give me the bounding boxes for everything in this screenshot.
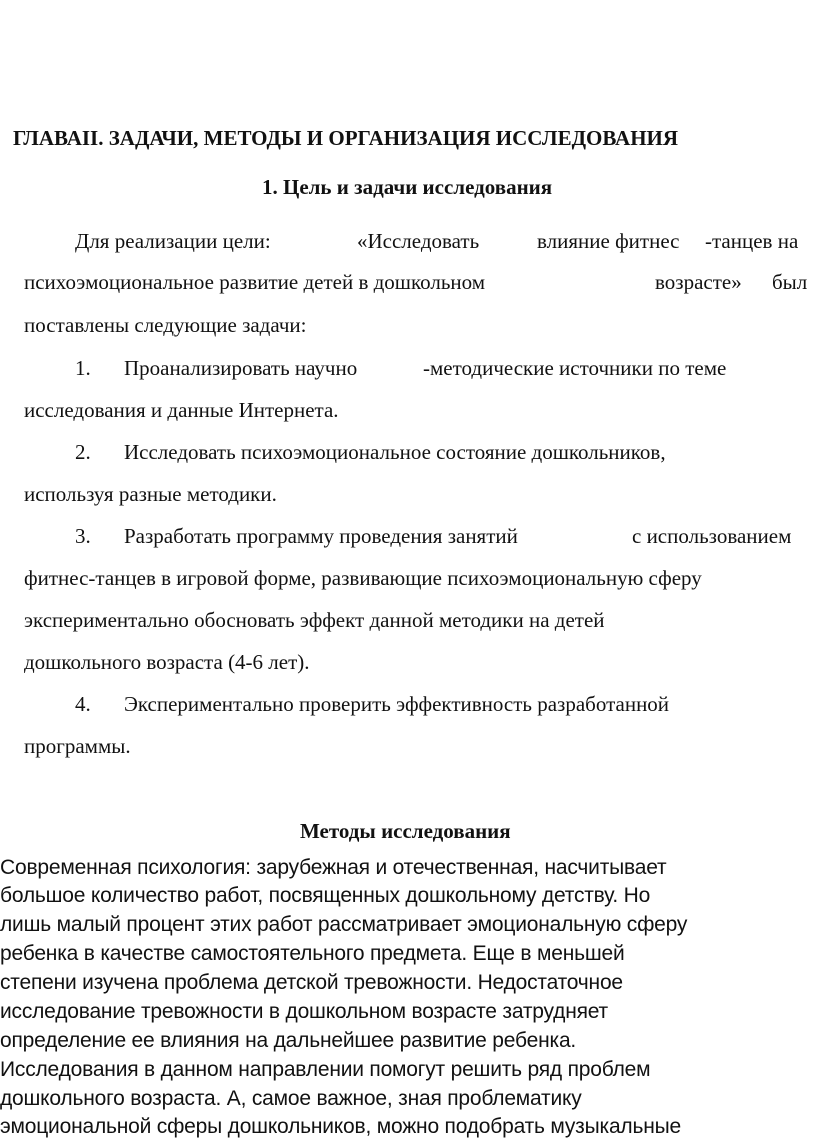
task-number: 1. <box>75 356 91 380</box>
section-title-goals: 1. Цель и задачи исследования <box>262 175 553 199</box>
task-text: Экспериментально проверить эффективность разработанной <box>124 692 670 716</box>
task-text: дошкольного возраста (4-6 лет). <box>24 650 310 674</box>
methods-line: Современная психология: зарубежная и отечественная, насчитывает <box>0 856 667 879</box>
task-text: Исследовать психоэмоциональное состояние дошкольников, <box>124 440 666 464</box>
methods-line: ребенка в качестве самостоятельного предмета. Еще в меньшей <box>0 942 625 965</box>
task-text: программы. <box>24 734 131 758</box>
section-title-methods: Методы исследования <box>300 819 511 843</box>
intro-line-1-part-2: «Исследовать <box>357 229 480 253</box>
task-text: фитнес-танцев в игровой форме, развивающие психоэмоциональную сферу <box>24 566 702 590</box>
methods-line: большое количество работ, посвященных дошкольному детству. Но <box>0 884 651 907</box>
task-text: исследования и данные Интернета. <box>24 398 339 422</box>
task-text: экспериментально обосновать эффект данной методики на детей <box>24 608 605 632</box>
task-text: Разработать программу проведения занятий <box>124 524 518 548</box>
task-text: Проанализировать научно <box>124 356 358 380</box>
intro-line-3: поставлены следующие задачи: <box>24 313 307 337</box>
task-text: с использованием <box>632 524 792 548</box>
methods-line: степени изучена проблема детской тревожности. Недостаточное <box>0 971 623 994</box>
task-text: используя разные методики. <box>24 482 277 506</box>
methods-line: Исследования в данном направлении помогут решить ряд проблем <box>0 1058 651 1081</box>
task-number: 3. <box>75 524 91 548</box>
methods-line: определение ее влияния на дальнейшее развитие ребенка. <box>0 1029 577 1052</box>
intro-line-1-part-3: влияние фитнес <box>537 229 680 253</box>
methods-line: лишь малый процент этих работ рассматривает эмоциональную сферу <box>0 913 688 936</box>
methods-line: дошкольного возраста. А, самое важное, зная проблематику <box>0 1087 582 1110</box>
intro-line-1-part-1: Для реализации цели: <box>75 229 271 253</box>
task-text: -методические источники по теме <box>423 356 727 380</box>
chapter-heading: ГЛАВАII. ЗАДАЧИ, МЕТОДЫ И ОРГАНИЗАЦИЯ ИССЛЕДОВАНИЯ <box>13 126 679 150</box>
task-number: 2. <box>75 440 91 464</box>
methods-line: эмоциональной сферы дошкольников, можно подобрать музыкальные <box>0 1115 681 1138</box>
intro-line-1-part-4: -танцев на <box>705 229 799 253</box>
intro-line-2-part-2: возрасте» <box>655 270 742 294</box>
methods-line: исследование тревожности в дошкольном возрасте затрудняет <box>0 1000 608 1023</box>
intro-line-2-part-3: был <box>772 270 808 294</box>
task-number: 4. <box>75 692 91 716</box>
intro-line-2-part-1: психоэмоциональное развитие детей в дошкольном <box>24 270 486 294</box>
